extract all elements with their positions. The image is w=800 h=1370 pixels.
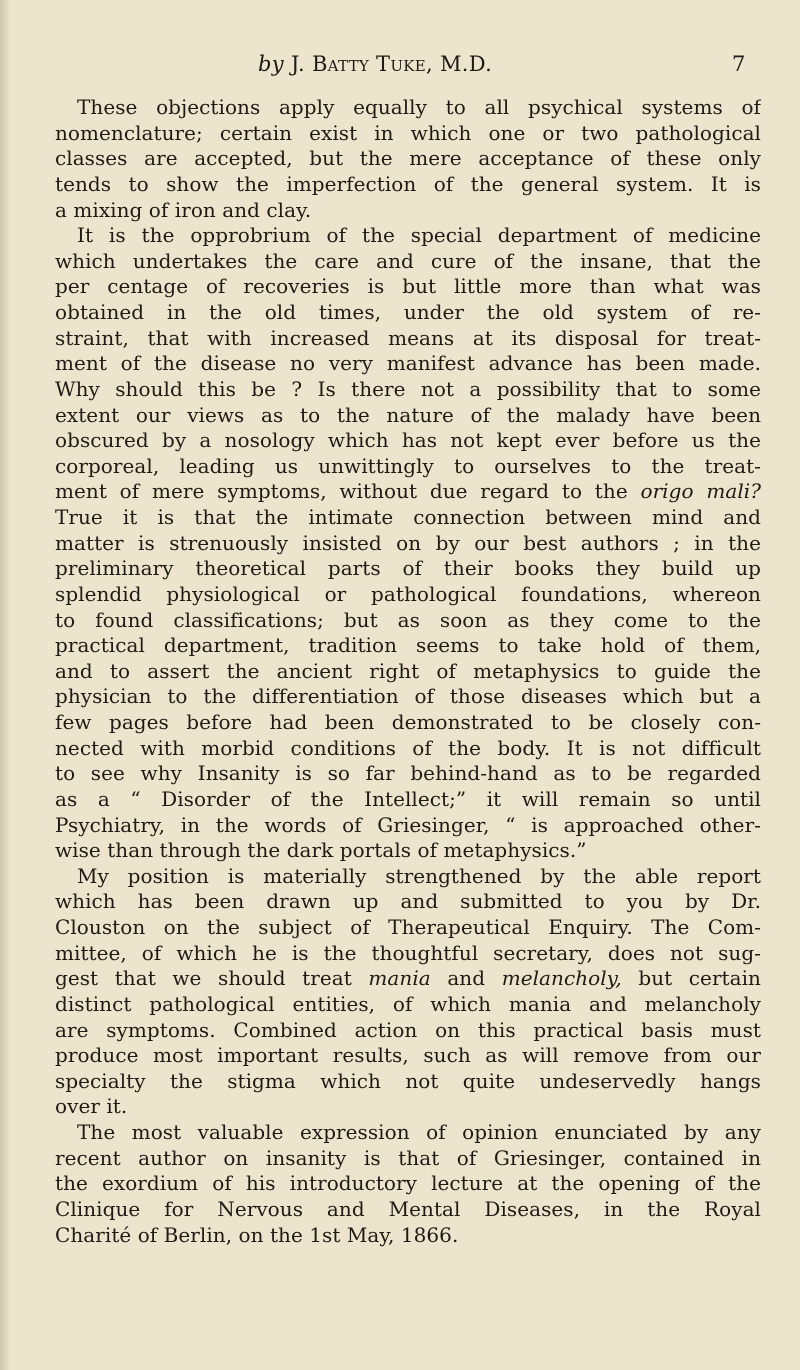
text-line: Charité of Berlin, on the 1st May, 1866. — [55, 1222, 459, 1247]
italic-text: melancholy, — [501, 966, 622, 991]
page-number: 7 — [732, 52, 746, 76]
text-line: are symptoms. Combined action on this practical basis must — [55, 1017, 761, 1042]
text-line: splendid physiological or pathological foundations, whereon — [55, 581, 761, 606]
text-line — [55, 966, 761, 992]
text-line: The most valuable expression of opinion enunciated by any — [77, 1120, 761, 1144]
text-line: Clinique for Nervous and Mental Diseases, in the Royal — [55, 1196, 761, 1221]
text-line: wise than through the dark portals of metaphysics.” — [55, 838, 587, 863]
text-line: physician to the differentiation of those diseases which but a — [55, 684, 761, 709]
text-line: mittee, of which he is the thoughtful secretary, does not sug- — [55, 940, 761, 965]
text-line: which undertakes the care and cure of the insane, that the — [55, 248, 761, 273]
running-header — [0, 52, 800, 86]
text-line: My position is materially strengthened by the able report — [77, 863, 761, 888]
text-line: produce most important results, such as will remove from our — [55, 1043, 761, 1068]
text-line: corporeal, leading us unwittingly to ourselves to the treat- — [55, 453, 761, 478]
text-line: classes are accepted, but the mere acceptance of these only — [55, 146, 761, 171]
text-line: Why should this be ? Is there not a possibility that to some — [55, 376, 761, 401]
text-line: preliminary theoretical parts of their books they build up — [55, 556, 761, 581]
text-line: few pages before had been demonstrated to be closely con- — [55, 710, 761, 734]
text-line: ment of the disease no very manifest advance has been made. — [55, 351, 761, 376]
text-line: over it. — [55, 1094, 128, 1119]
page-edge — [0, 0, 9, 1370]
text-span: ment of mere symptoms, without due regard to the — [55, 479, 641, 504]
text-line: nected with morbid conditions of the body. It is not difficult — [55, 735, 761, 760]
running-head-author: J. Batty Tuke, M.D. — [290, 52, 493, 76]
text-line: a mixing of iron and clay. — [55, 197, 312, 222]
text-line: to found classifications; but as soon as they come to the — [55, 607, 761, 632]
text-line: practical department, tradition seems to take hold of them, — [55, 633, 761, 658]
text-line: which has been drawn up and submitted to you by Dr. — [55, 889, 761, 914]
text-line: tends to show the imperfection of the general system. It is — [55, 171, 761, 196]
text-line: nomenclature; certain exist in which one or two pathological — [55, 120, 761, 145]
text-span: gest that we should treat — [55, 966, 369, 991]
italic-text: mania — [368, 966, 431, 991]
text-span: but certain — [621, 966, 761, 991]
text-line: the exordium of his introductory lecture at the opening of the — [55, 1171, 761, 1196]
text-line: These objections apply equally to all psychical systems of — [77, 95, 761, 119]
text-span: and — [430, 966, 502, 991]
italic-text: origo mali? — [640, 479, 761, 504]
text-line: obscured by a nosology which has not kept ever before us the — [55, 428, 761, 453]
text-line: to see why Insanity is so far behind-hand as to be regarded — [55, 761, 761, 786]
text-line: distinct pathological entities, of which mania and melancholy — [55, 991, 761, 1016]
running-head-by: by — [258, 52, 284, 76]
text-line: obtained in the old times, under the old system of re- — [55, 300, 761, 324]
text-line: Psychiatry, in the words of Griesinger, “ is approached other- — [55, 812, 761, 837]
text-line: per centage of recoveries is but little more than what was — [55, 274, 761, 299]
body-text — [55, 95, 761, 1248]
text-line — [55, 479, 761, 505]
text-line: recent author on insanity is that of Griesinger, contained in — [55, 1145, 761, 1170]
text-line: matter is strenuously insisted on by our best authors ; in the — [55, 530, 761, 555]
running-head — [258, 52, 492, 76]
text-line: straint, that with increased means at its disposal for treat- — [55, 325, 761, 350]
text-line: specialty the stigma which not quite undeservedly hangs — [55, 1068, 761, 1093]
text-line: True it is that the intimate connection between mind and — [55, 505, 761, 529]
text-line: and to assert the ancient right of metaphysics to guide the — [55, 658, 761, 683]
text-line: as a “ Disorder of the Intellect;” it will remain so until — [55, 786, 761, 811]
text-line: It is the opprobrium of the special department of medicine — [77, 223, 761, 248]
text-line: Clouston on the subject of Therapeutical Enquiry. The Com- — [55, 915, 761, 939]
text-line: extent our views as to the nature of the malady have been — [55, 402, 761, 427]
